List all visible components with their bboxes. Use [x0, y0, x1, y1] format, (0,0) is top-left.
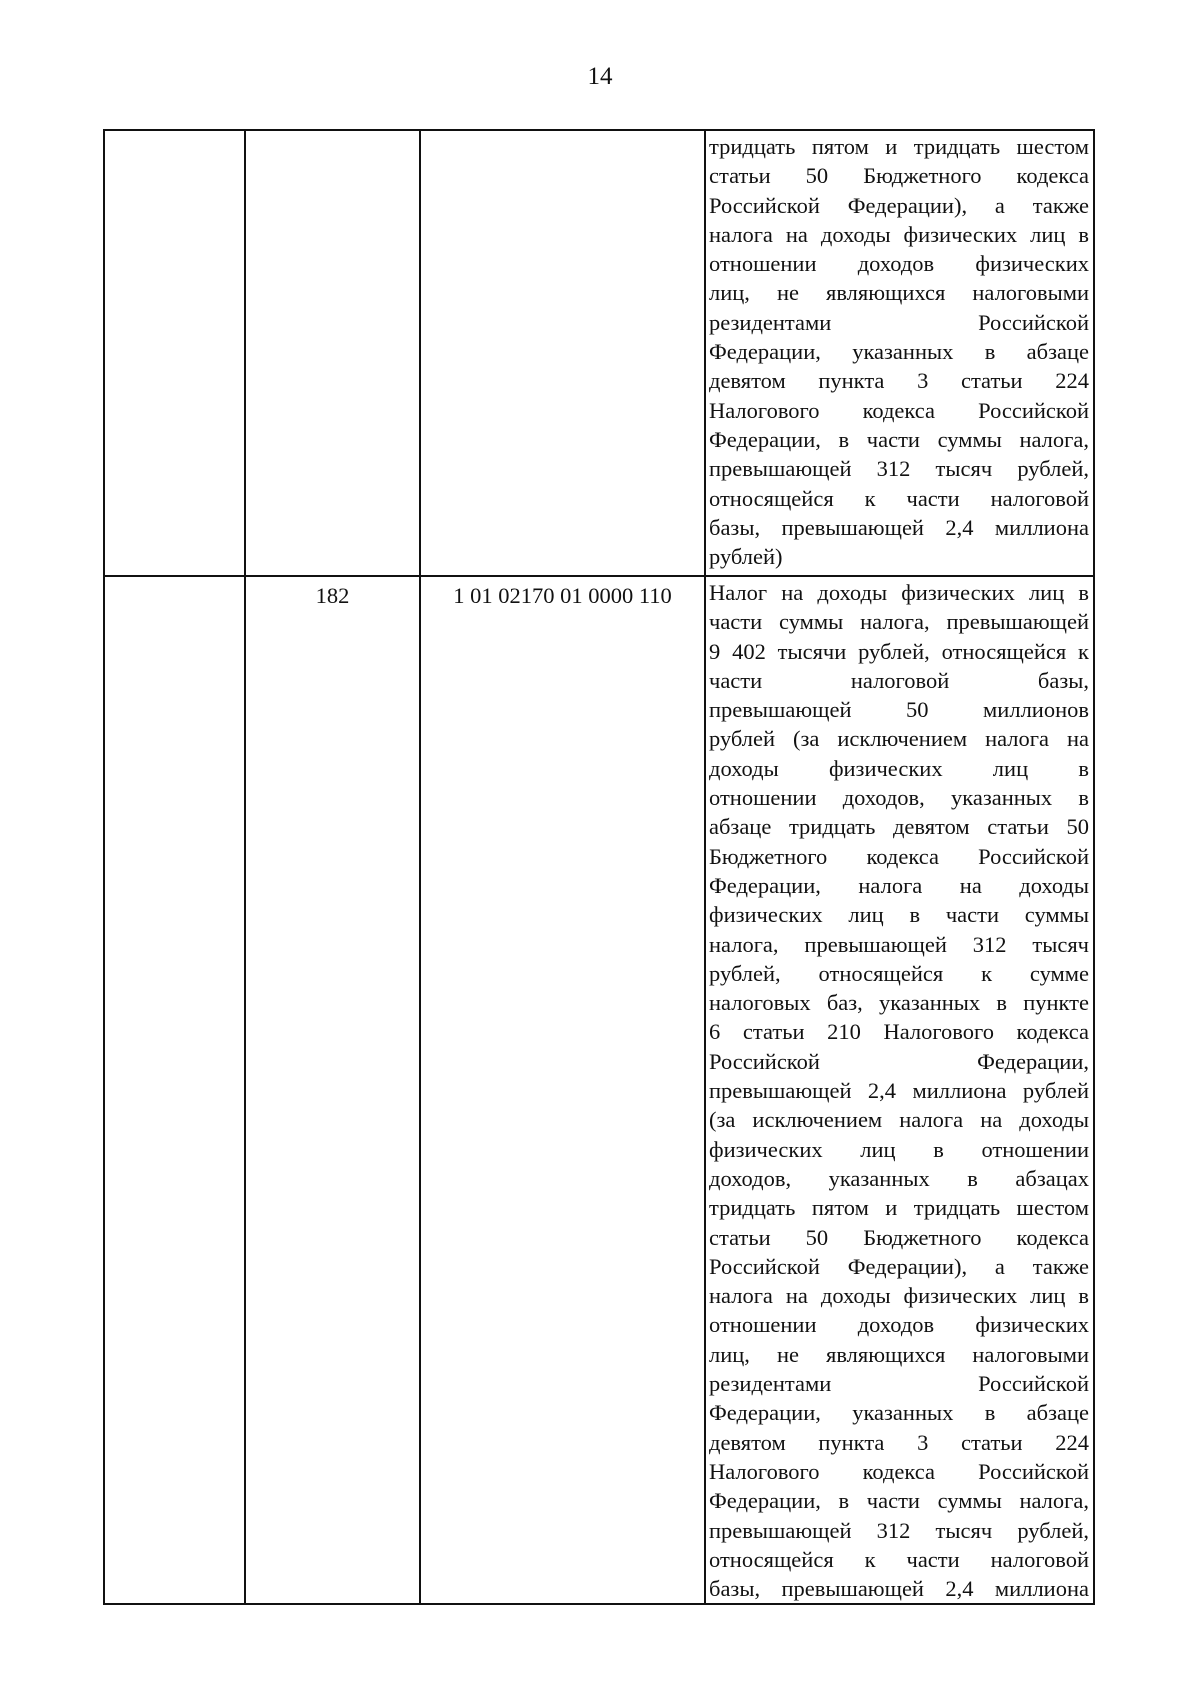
- description-line: рублей): [709, 544, 783, 570]
- description-line: превышающей 2,4 миллиона рублей: [709, 1078, 1089, 1104]
- description-line: 6 статьи 210 Налогового кодекса: [709, 1019, 1089, 1045]
- description-line: Налогового кодекса Российской: [709, 397, 1089, 423]
- description-line: лиц, не являющихся налоговыми: [709, 280, 1089, 306]
- description-line: Федерации, в части суммы налога,: [709, 426, 1089, 452]
- description-line: физических лиц в части суммы: [709, 902, 1089, 928]
- description-line: части суммы налога, превышающей: [709, 609, 1089, 635]
- description-line: 9 402 тысячи рублей, относящейся к: [709, 638, 1089, 664]
- description-line: налоговых баз, указанных в пункте: [709, 990, 1089, 1016]
- budget-classification-table: [103, 129, 1095, 1605]
- description-line: относящейся к части налоговой: [709, 485, 1089, 511]
- description-line: части налоговой базы,: [709, 667, 1089, 693]
- description-line: Федерации, указанных в абзаце: [709, 1400, 1089, 1426]
- description-line: физических лиц в отношении: [709, 1136, 1089, 1162]
- description-line: отношении доходов физических: [709, 1312, 1089, 1338]
- description-line: отношении доходов, указанных в: [709, 785, 1089, 811]
- admin-code-cell: 182: [245, 576, 420, 1604]
- description-line: Федерации, в части суммы налога,: [709, 1488, 1089, 1514]
- description-line: Налогового кодекса Российской: [709, 1458, 1089, 1484]
- description-line: Бюджетного кодекса Российской: [709, 843, 1089, 869]
- description-cell: [705, 576, 1094, 1604]
- description-line: абзаце тридцать девятом статьи 50: [709, 814, 1089, 840]
- description-line: Налог на доходы физических лиц в: [709, 580, 1089, 605]
- description-line: статьи 50 Бюджетного кодекса: [709, 163, 1089, 189]
- description-line: (за исключением налога на доходы: [709, 1107, 1089, 1133]
- description-line: лиц, не являющихся налоговыми: [709, 1341, 1089, 1367]
- admin-code-cell: [245, 130, 420, 576]
- page-number: 14: [587, 63, 613, 90]
- table-row: [104, 576, 1094, 1604]
- description-line: резидентами Российской: [709, 1371, 1089, 1397]
- description-cell: [705, 130, 1094, 576]
- description-line: Федерации, налога на доходы: [709, 872, 1089, 898]
- income-code-cell: 1 01 02170 01 0000 110: [420, 576, 705, 1604]
- description-line: превышающей 312 тысяч рублей,: [709, 456, 1089, 482]
- row-index-cell: [104, 576, 245, 1604]
- description-line: рублей, относящейся к сумме: [709, 960, 1089, 986]
- description-line: Российской Федерации), а также: [709, 192, 1089, 218]
- description-line: превышающей 312 тысяч рублей,: [709, 1517, 1089, 1543]
- description-line: доходов, указанных в абзацах: [709, 1165, 1089, 1191]
- row-index-cell: [104, 130, 245, 576]
- income-code-cell: [420, 130, 705, 576]
- description-line: девятом пункта 3 статьи 224: [709, 1429, 1089, 1455]
- description-line: базы, превышающей 2,4 миллиона: [709, 1576, 1089, 1602]
- description-line: превышающей 50 миллионов: [709, 697, 1089, 723]
- description-line: относящейся к части налоговой: [709, 1546, 1089, 1572]
- description-line: базы, превышающей 2,4 миллиона: [709, 514, 1089, 540]
- description-line: девятом пункта 3 статьи 224: [709, 368, 1089, 394]
- description-line: налога, превышающей 312 тысяч: [709, 931, 1089, 957]
- description-line: статьи 50 Бюджетного кодекса: [709, 1224, 1089, 1250]
- description-line: Российской Федерации), а также: [709, 1253, 1089, 1279]
- description-line: тридцать пятом и тридцать шестом: [709, 1195, 1089, 1221]
- description-line: рублей (за исключением налога на: [709, 726, 1089, 752]
- description-line: тридцать пятом и тридцать шестом: [709, 134, 1089, 159]
- description-line: отношении доходов физических: [709, 251, 1089, 277]
- description-line: налога на доходы физических лиц в: [709, 221, 1089, 247]
- description-line: налога на доходы физических лиц в: [709, 1283, 1089, 1309]
- description-line: Федерации, указанных в абзаце: [709, 339, 1089, 365]
- description-line: Российской Федерации,: [709, 1048, 1089, 1074]
- table-row: [104, 130, 1094, 576]
- description-line: доходы физических лиц в: [709, 755, 1089, 781]
- description-line: резидентами Российской: [709, 309, 1089, 335]
